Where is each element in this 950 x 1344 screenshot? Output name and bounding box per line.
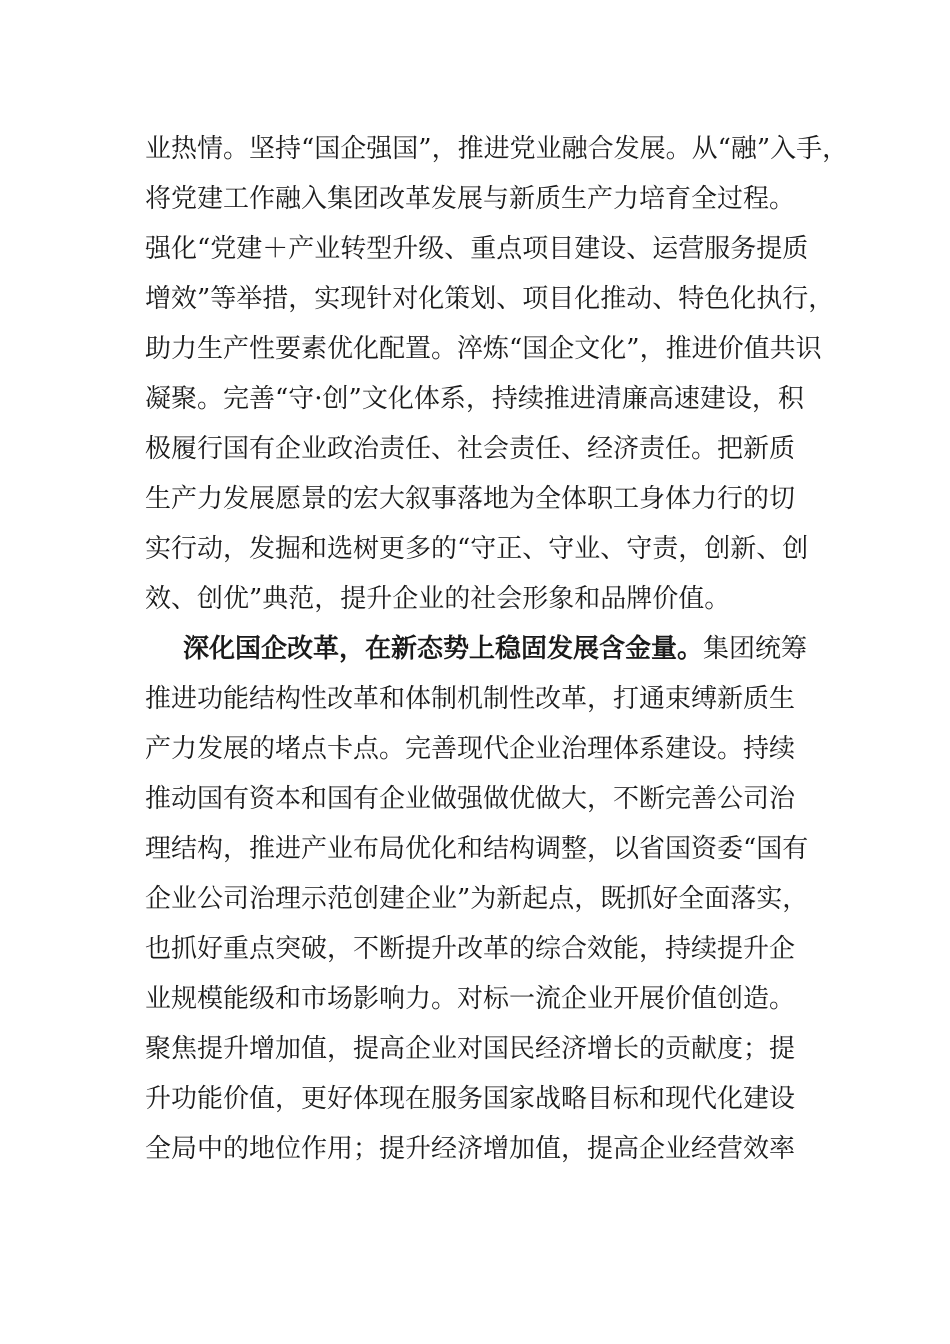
paragraph-2-first-line bbox=[145, 624, 825, 674]
text-line: 理结构，推进产业布局优化和结构调整，以省国资委“国有 bbox=[145, 834, 809, 864]
text-line: 也抓好重点突破，不断提升改革的综合效能，持续提升企 bbox=[145, 934, 796, 964]
text-line: 全局中的地位作用；提升经济增加值，提高企业经营效率 bbox=[145, 1134, 796, 1164]
text-line: 产力发展的堵点卡点。完善现代企业治理体系建设。持续 bbox=[145, 734, 796, 764]
text-line: 推动国有资本和国有企业做强做优做大，不断完善公司治 bbox=[145, 784, 796, 814]
text-line: 将党建工作融入集团改革发展与新质生产力培育全过程。 bbox=[145, 184, 796, 214]
text-line: 推进功能结构性改革和体制机制性改革，打通束缚新质生 bbox=[145, 684, 796, 714]
text-line: 升功能价值，更好体现在服务国家战略目标和现代化建设 bbox=[145, 1084, 796, 1114]
text-line: 凝聚。完善“守·创”文化体系，持续推进清廉高速建设，积 bbox=[145, 384, 804, 414]
text-line: 实行动，发掘和选树更多的“守正、守业、守责，创新、创 bbox=[145, 534, 809, 564]
text-line: 业热情。坚持“国企强国”，推进党业融合发展。从“融”入手， bbox=[145, 134, 849, 164]
text-line: 聚焦提升增加值，提高企业对国民经济增长的贡献度；提 bbox=[145, 1034, 796, 1064]
body-text bbox=[145, 124, 849, 1174]
text-line: 助力生产性要素优化配置。淬炼“国企文化”，推进价值共识 bbox=[145, 334, 822, 364]
text-line: 业规模能级和市场影响力。对标一流企业开展价值创造。 bbox=[145, 984, 796, 1014]
text-line: 增效”等举措，实现针对化策划、项目化推动、特色化执行， bbox=[145, 284, 835, 314]
text-line: 生产力发展愿景的宏大叙事落地为全体职工身体力行的切 bbox=[145, 484, 796, 514]
text-line: 极履行国有企业政治责任、社会责任、经济责任。把新质 bbox=[145, 434, 796, 464]
paragraph-2-first-rest: 集团统筹 bbox=[703, 634, 808, 664]
text-line: 企业公司治理示范创建企业”为新起点，既抓好全面落实， bbox=[145, 884, 809, 914]
text-line: 效、创优”典范，提升企业的社会形象和品牌价值。 bbox=[145, 584, 731, 614]
text-line: 强化“党建＋产业转型升级、重点项目建设、运营服务提质 bbox=[145, 234, 809, 264]
paragraph-2-heading: 深化国企改革，在新态势上稳固发展含金量。 bbox=[183, 634, 704, 664]
